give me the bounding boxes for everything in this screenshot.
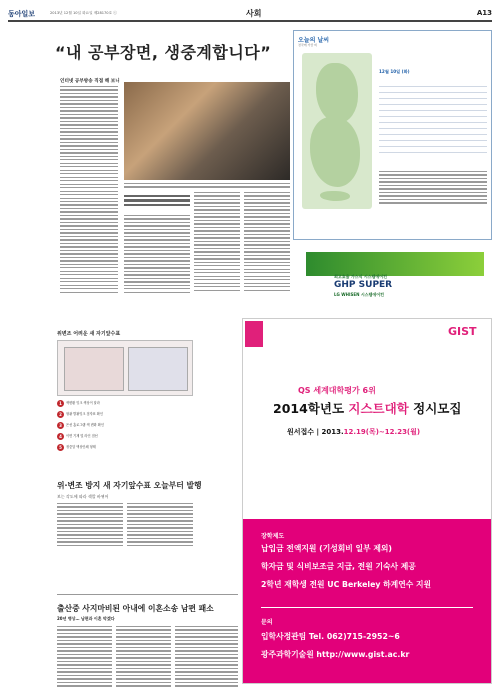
divorce-body-2	[116, 626, 171, 689]
aircon-ad	[304, 250, 486, 310]
page-header	[8, 8, 492, 22]
check-body-2	[127, 503, 193, 548]
divorce-subhead: 20년 병상… 남편과 이혼 막겠다	[57, 616, 115, 621]
photo-caption	[124, 183, 290, 190]
gist-ad	[242, 318, 492, 684]
newspaper-brand: 동아일보	[8, 10, 36, 18]
aircon-ad-tagline: 최고효율 가스식 시스템에어컨	[334, 274, 388, 279]
weather-date	[379, 69, 410, 75]
gist-logo-text: GIST	[448, 325, 477, 338]
weather-box	[293, 30, 492, 240]
weather-table	[379, 81, 487, 161]
divider	[57, 594, 238, 595]
gist-ranking: QS 세계대학평가 6위	[298, 386, 376, 395]
article-body-3	[194, 192, 240, 293]
gist-title-recruit: 정시모집	[408, 401, 462, 416]
divorce-headline: 출산중 사지마비된 아내에 이혼소송 남편 패소	[57, 604, 214, 613]
gist-period-dates: 12.19(목)~12.23(월)	[343, 428, 421, 436]
check-body-1	[57, 503, 123, 548]
check-front	[64, 347, 124, 391]
gist-logo-bar	[245, 321, 263, 347]
benefit-1: 납입금 전액지원 (기성회비 일부 제외)	[261, 544, 392, 553]
article-photo	[124, 82, 290, 180]
feature-item: 3 은선 홀로그램 색 변화 확인	[57, 422, 193, 429]
check-headline: 위·변조 방지 새 자기앞수표 오늘부터 발행	[57, 481, 202, 490]
article-body-2	[124, 215, 190, 295]
scholarship-label: 장학제도	[261, 533, 285, 540]
aircon-ad-banner	[306, 252, 484, 276]
gist-period	[287, 427, 420, 437]
section-title: 사회	[246, 9, 262, 18]
feature-list	[57, 400, 193, 455]
aircon-ad-product: GHP SUPER	[334, 280, 393, 290]
gist-period-label: 원서접수 | 2013.	[287, 428, 344, 436]
check-subhead: 보는 각도에 따라 색깔 바뀌어	[57, 494, 109, 499]
feature-item: 1 색변환 잉크 색상이 달라	[57, 400, 193, 407]
article-body	[60, 86, 118, 295]
gist-ad-info	[243, 519, 491, 683]
feature-item: 4 이면 기재 및 라인 점선	[57, 433, 193, 440]
infographic-title: 위변조 어려운 새 자기앞수표	[57, 331, 121, 337]
gist-title	[273, 399, 461, 417]
issue-date: 2013년 12월 10일 화요일 제28170호 ⓒ	[50, 11, 117, 15]
weather-map	[302, 53, 372, 209]
weather-date-label: 12월 10일 (화)	[379, 69, 410, 74]
article-subhead: 인터넷 공부방송 직접 해 보니	[60, 79, 120, 84]
feature-item: 5 정중앙 액상인쇄 형태	[57, 444, 193, 451]
weather-title: 오늘의 날씨	[298, 37, 330, 44]
benefit-3: 2학년 재학생 전원 UC Berkeley 하계연수 지원	[261, 580, 432, 589]
gist-title-year: 2014학년도	[273, 401, 349, 416]
gist-ad-top	[243, 319, 491, 499]
aircon-ad-maker: LG WHISEN 시스템에어컨	[334, 292, 385, 297]
contact-phone: 입학사정관팀 Tel. 062)715-2952~6	[261, 632, 400, 641]
contact-label: 문의	[261, 619, 273, 626]
weather-notes	[379, 171, 487, 206]
weather-region: 전국에 가끔 비	[298, 43, 318, 47]
page-number: A13	[476, 9, 492, 17]
divorce-body-1	[57, 626, 112, 689]
article-body-4	[244, 192, 290, 293]
article-headline: “ 내 공부장면, 생중계합니다 ”	[55, 40, 271, 63]
divorce-body-3	[175, 626, 238, 689]
gist-title-brand: 지스트대학	[348, 401, 409, 416]
check-sample	[57, 340, 193, 396]
check-back	[128, 347, 188, 391]
contact-url: 광주과학기술원 http://www.gist.ac.kr	[261, 650, 410, 659]
benefit-2: 학자금 및 식비보조금 지급, 전원 기숙사 제공	[261, 562, 416, 571]
feature-item: 2 형광 발광잉크 점자표 확인	[57, 411, 193, 418]
article-lede	[124, 195, 190, 208]
info-divider	[261, 607, 473, 608]
